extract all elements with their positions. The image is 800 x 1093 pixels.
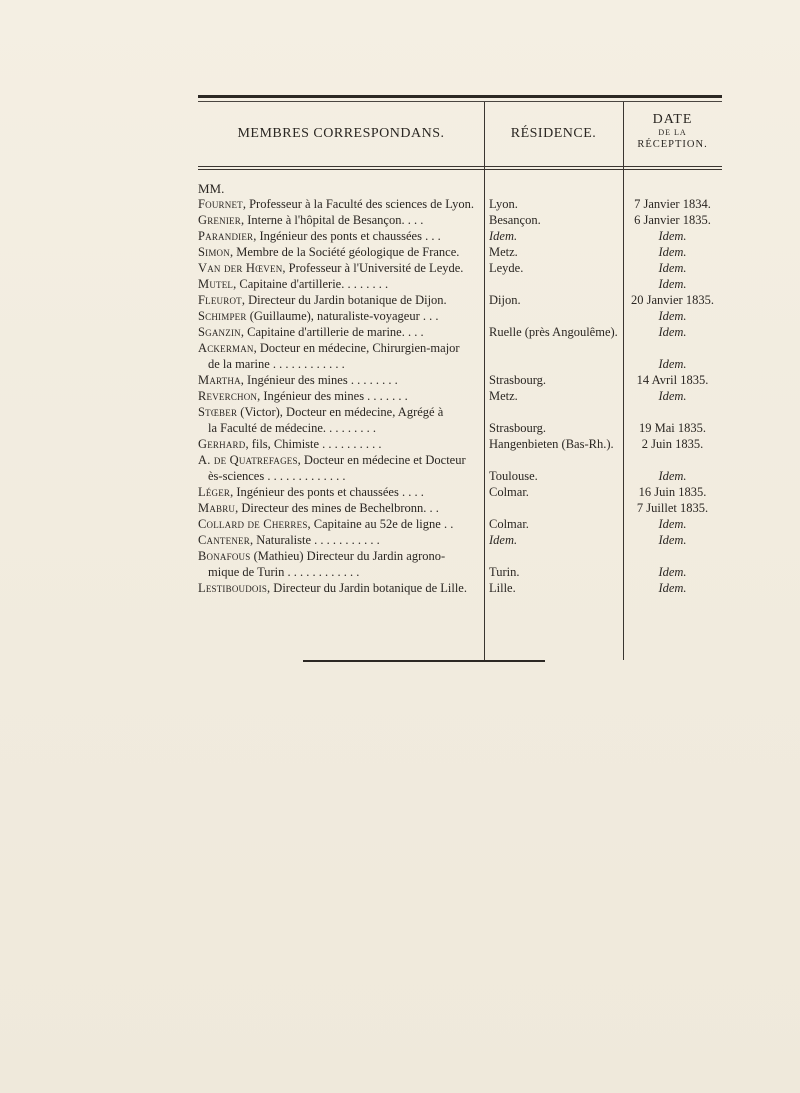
member-description: (Victor), Docteur en médecine, Agrégé à (237, 405, 444, 419)
member-entry (198, 340, 484, 356)
member-description: , Professeur à l'Université de Leyde. (282, 261, 464, 275)
member-reception-date: Idem. (658, 357, 687, 371)
member-reception-date: 20 Janvier 1835. (631, 293, 714, 307)
member-description: , Naturaliste . . . . . . . . . . . (249, 533, 380, 547)
member-name: Mutel (198, 277, 234, 291)
header-date (623, 112, 722, 152)
top-rule-thick (198, 95, 722, 98)
member-name: Stœber (198, 405, 238, 419)
member-residence: Lille. (489, 581, 516, 595)
member-reception-date: Idem. (658, 533, 687, 547)
member-entry (198, 580, 484, 596)
member-residence: Idem. (489, 229, 518, 243)
member-reception-date: 7 Juillet 1835. (636, 501, 709, 515)
member-entry (198, 548, 484, 564)
member-entry (198, 212, 484, 228)
member-description: , Ingénieur des ponts et chaussées . . . . (230, 485, 424, 499)
member-residence: Leyde. (489, 261, 524, 275)
member-name: Collard de Cherres (198, 517, 308, 531)
member-description: , Capitaine d'artillerie. . . . . . . . (233, 277, 389, 291)
member-description-continued: mique de Turin . . . . . . . . . . . . (208, 565, 360, 579)
member-name: Gerhard (198, 437, 246, 451)
member-residence: Strasbourg. (489, 421, 547, 435)
bottom-rule (303, 660, 545, 662)
header-date-line2: DE LA (658, 128, 687, 137)
member-reception-date: Idem. (658, 517, 687, 531)
member-residence: Toulouse. (489, 469, 538, 483)
member-entry (198, 452, 484, 468)
member-entry (198, 500, 484, 516)
header-residence: RÉSIDENCE. (510, 126, 597, 141)
member-name: Léger (198, 485, 231, 499)
member-reception-date: Idem. (658, 565, 687, 579)
member-residence: Metz. (489, 389, 518, 403)
member-description: , Membre de la Société géologique de France. (229, 245, 460, 259)
member-reception-date: Idem. (658, 229, 687, 243)
member-reception-date: 7 Janvier 1834. (634, 197, 711, 211)
member-entry (198, 404, 484, 420)
member-entry (198, 436, 484, 452)
member-reception-date: Idem. (658, 469, 687, 483)
member-name: Cantener (198, 533, 250, 547)
header-date-line1: DATE (652, 112, 693, 127)
member-description: , Docteur en médecine, Chirurgien-major (253, 341, 460, 355)
member-residence: Colmar. (489, 517, 529, 531)
member-description: , Docteur en médecine et Docteur (297, 453, 466, 467)
header-rule-second (198, 169, 722, 170)
member-residence: Besançon. (489, 213, 541, 227)
member-name: Fournet (198, 197, 243, 211)
top-rule-thin (198, 101, 722, 102)
member-entry (198, 196, 484, 212)
member-description: , Directeur du Jardin botanique de Lille. (267, 581, 467, 595)
header-date-line3: RÉCEPTION. (637, 139, 708, 150)
member-entry (198, 516, 484, 532)
member-entry (198, 308, 484, 324)
member-description: , Ingénieur des mines . . . . . . . . (240, 373, 398, 387)
member-reception-date: 6 Janvier 1835. (634, 213, 711, 227)
member-description: (Guillaume), naturaliste-voyageur . . . (246, 309, 439, 323)
member-description-continued: ès-sciences . . . . . . . . . . . . . (208, 469, 346, 483)
member-reception-date: Idem. (658, 581, 687, 595)
member-residence: Hangenbieten (Bas-Rh.). (489, 437, 614, 451)
member-name: Ackerman (198, 341, 254, 355)
header-rule (198, 166, 722, 167)
member-name: Bonafous (198, 549, 251, 563)
member-description: , Directeur des mines de Bechelbronn. . . (235, 501, 439, 515)
member-residence: Dijon. (489, 293, 521, 307)
member-name: Simon (198, 245, 230, 259)
member-name: Fleurot (198, 293, 242, 307)
member-description: , Ingénieur des mines . . . . . . . (257, 389, 408, 403)
member-residence: Turin. (489, 565, 520, 579)
member-residence: Colmar. (489, 485, 529, 499)
member-residence: Ruelle (près Angoulême). (489, 325, 618, 339)
member-description: , Directeur du Jardin botanique de Dijon. (241, 293, 447, 307)
member-residence: Metz. (489, 245, 518, 259)
member-name: Van der Hœven (198, 261, 283, 275)
member-description: , fils, Chimiste . . . . . . . . . . (245, 437, 382, 451)
header-members: MEMBRES CORRESPONDANS. (237, 126, 445, 141)
member-name: Mabru (198, 501, 236, 515)
member-description: , Ingénieur des ponts et chaussées . . . (253, 229, 441, 243)
member-reception-date: 14 Avril 1835. (636, 373, 709, 387)
member-entry (198, 324, 484, 340)
member-description: , Capitaine au 52e de ligne . . (307, 517, 454, 531)
member-name: Reverchon (198, 389, 258, 403)
member-name: A. de Quatrefages (198, 453, 298, 467)
member-reception-date: Idem. (658, 325, 687, 339)
member-residence: Idem. (489, 533, 518, 547)
member-description-continued: de la marine . . . . . . . . . . . . (208, 357, 345, 371)
member-name: Lestiboudois (198, 581, 268, 595)
member-entry (198, 260, 484, 276)
member-entry (198, 388, 484, 404)
member-name: Parandier (198, 229, 254, 243)
member-entry (198, 228, 484, 244)
member-reception-date: Idem. (658, 389, 687, 403)
member-residence: Lyon. (489, 197, 518, 211)
member-description: , Interne à l'hôpital de Besançon. . . . (240, 213, 424, 227)
member-reception-date: 2 Juin 1835. (641, 437, 704, 451)
member-reception-date: Idem. (658, 261, 687, 275)
member-description: , Professeur à la Faculté des sciences de Lyon. (242, 197, 475, 211)
member-entry (198, 532, 484, 548)
member-residence: Strasbourg. (489, 373, 547, 387)
member-name: Martha (198, 373, 241, 387)
member-reception-date: 16 Juin 1835. (638, 485, 707, 499)
member-entry (198, 244, 484, 260)
member-entry (198, 292, 484, 308)
member-reception-date: Idem. (658, 277, 687, 291)
member-entry (198, 372, 484, 388)
member-reception-date: Idem. (658, 245, 687, 259)
member-description-continued: la Faculté de médecine. . . . . . . . . (208, 421, 376, 435)
member-entry (198, 484, 484, 500)
member-name: Sganzin (198, 325, 241, 339)
member-description: (Mathieu) Directeur du Jardin agrono- (250, 549, 446, 563)
honorific-mm: MM. (198, 181, 225, 196)
member-name: Grenier (198, 213, 241, 227)
member-reception-date: 19 Mai 1835. (638, 421, 706, 435)
member-name: Schimper (198, 309, 247, 323)
member-reception-date: Idem. (658, 309, 687, 323)
member-entry (198, 276, 484, 292)
member-description: , Capitaine d'artillerie de marine. . . . (240, 325, 424, 339)
